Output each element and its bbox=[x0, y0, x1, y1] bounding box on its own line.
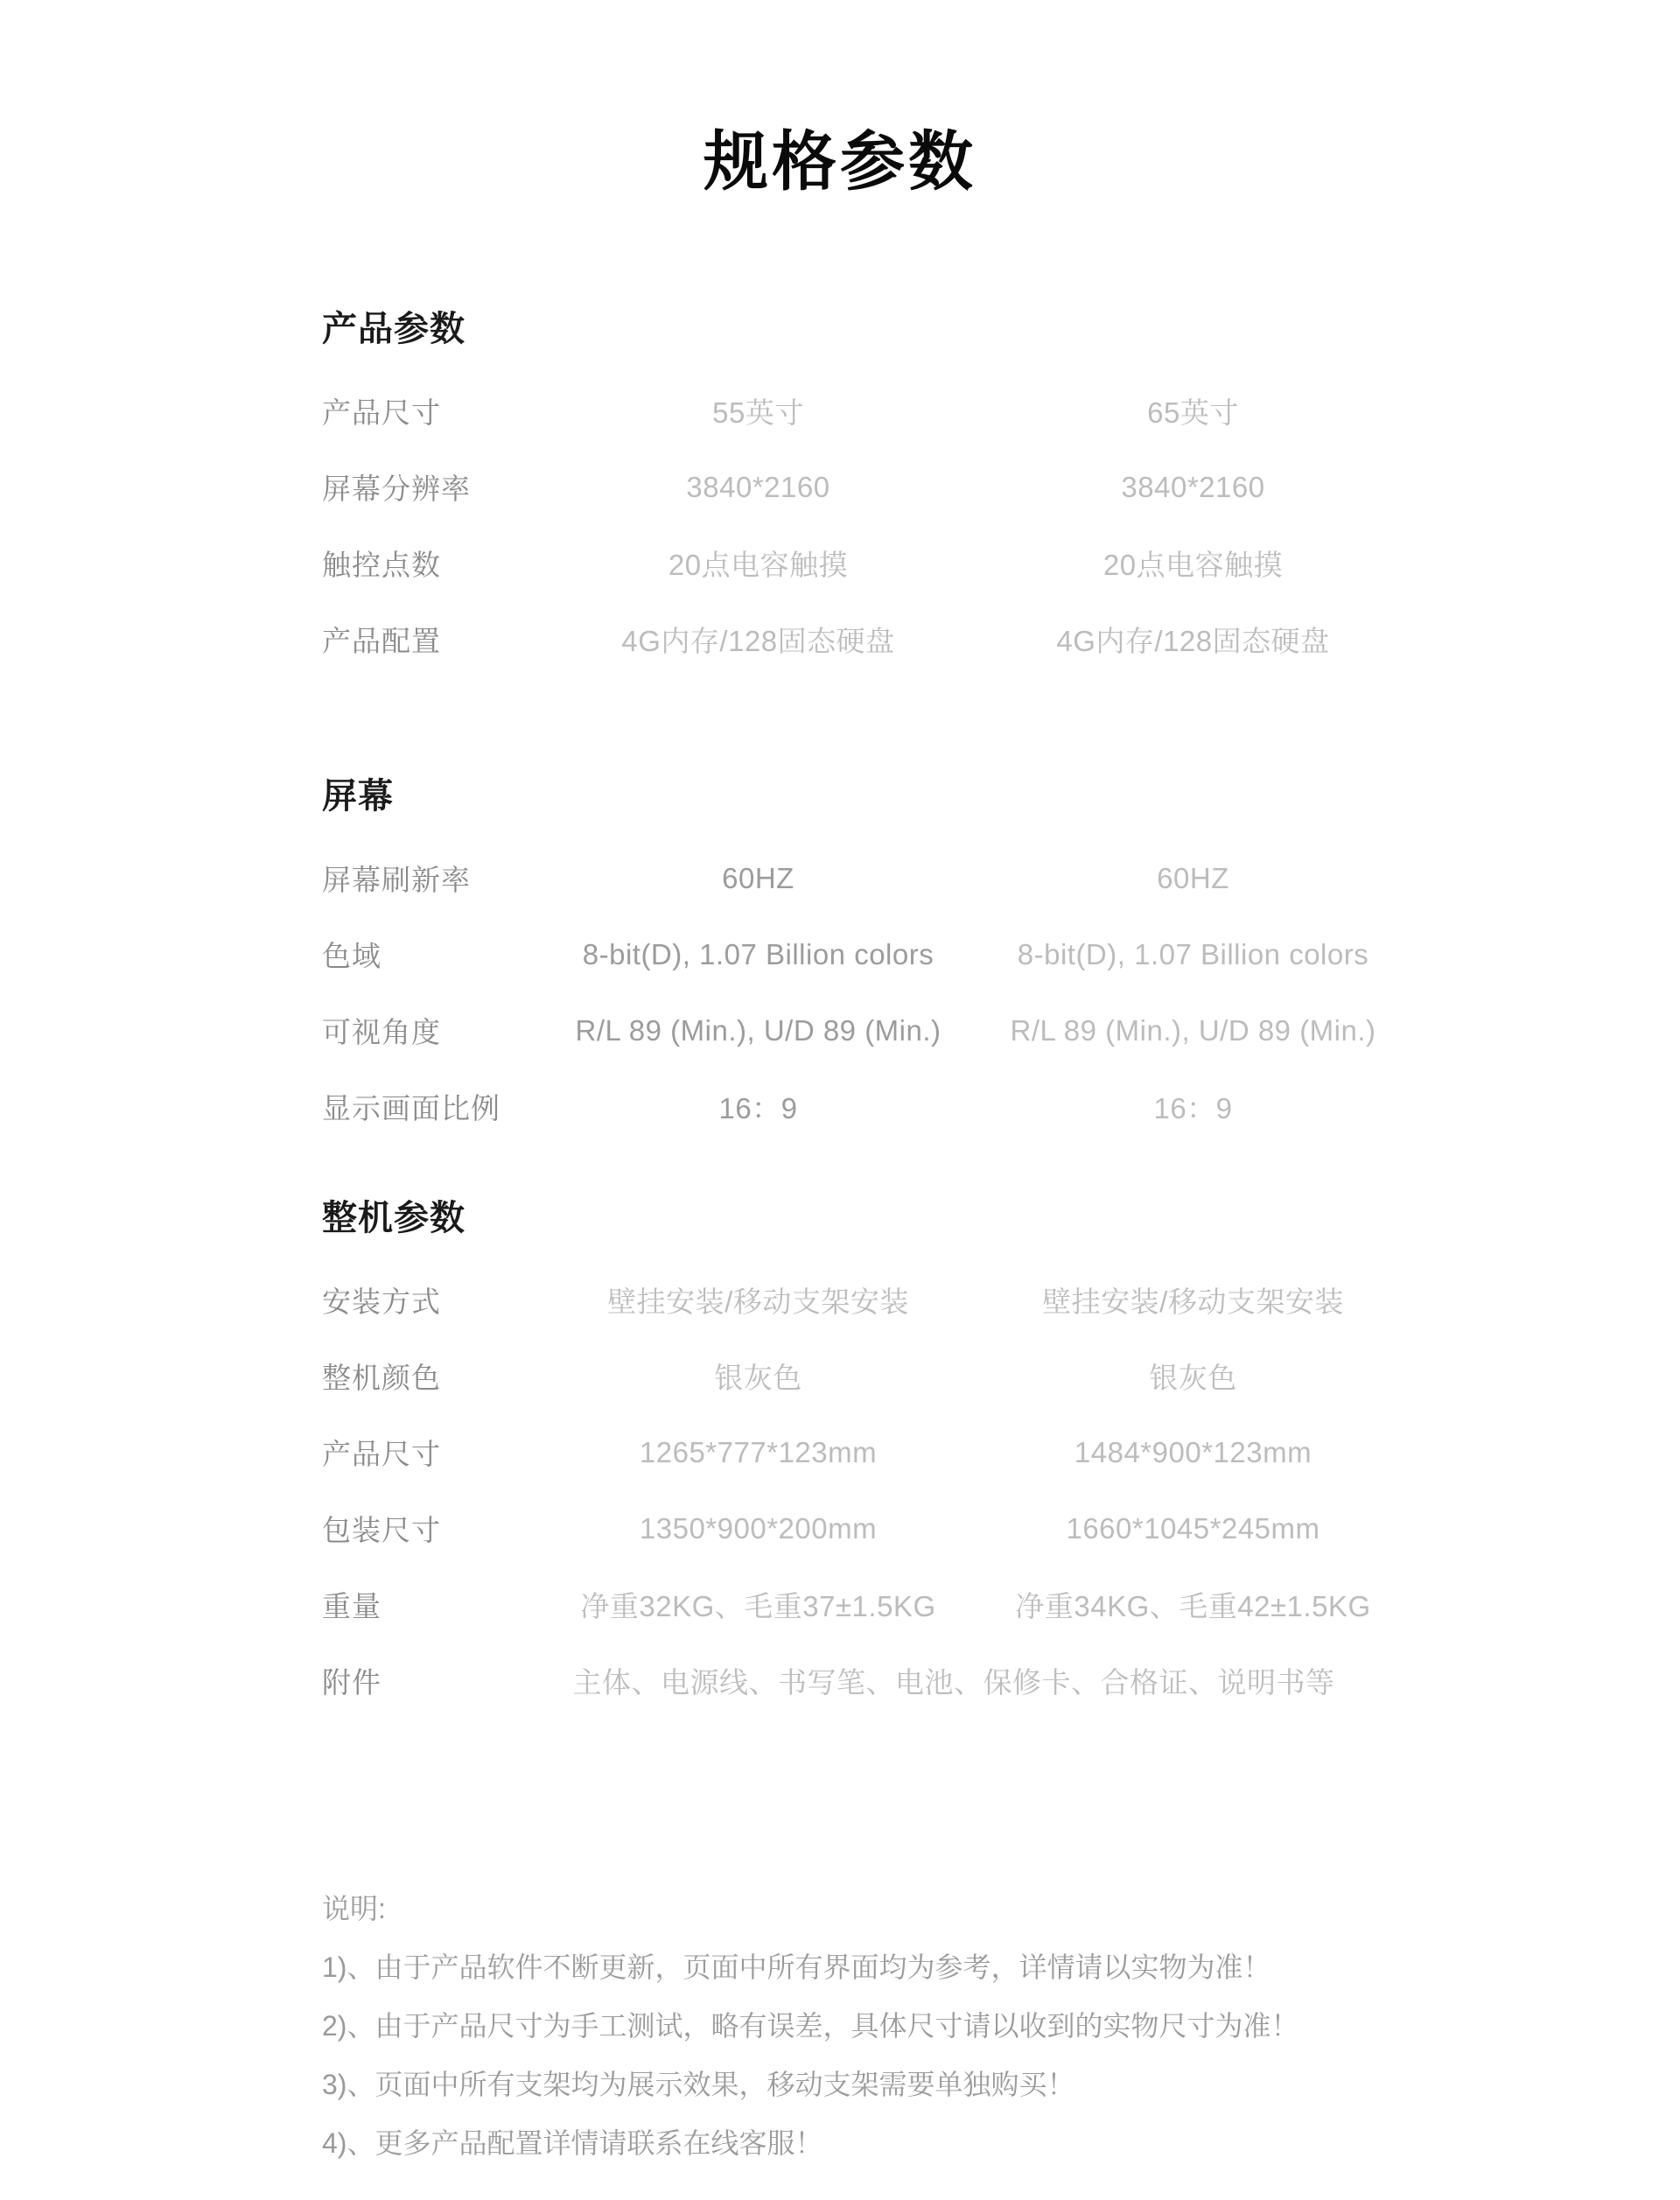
spec-label: 产品配置 bbox=[322, 625, 441, 657]
note-item: 4)、更多产品配置详情请联系在线客服！ bbox=[322, 2127, 823, 2159]
notes-heading: 说明: bbox=[322, 1893, 386, 1924]
spec-row bbox=[322, 525, 1410, 601]
spec-row bbox=[322, 1566, 1410, 1643]
section-product-params bbox=[322, 308, 1410, 677]
spec-value-col1: 壁挂安装/移动支架安装 bbox=[607, 1286, 909, 1318]
spec-row bbox=[322, 1414, 1410, 1490]
spec-value-col2: 银灰色 bbox=[1149, 1362, 1237, 1394]
section-rows bbox=[322, 840, 1410, 1145]
spec-value-col2: 4G内存/128固态硬盘 bbox=[1056, 625, 1330, 657]
spec-label: 包装尺寸 bbox=[322, 1514, 441, 1546]
section-machine-params bbox=[322, 1197, 1410, 1719]
section-rows bbox=[322, 373, 1410, 677]
spec-value-col2: 1484*900*123mm bbox=[1074, 1435, 1312, 1468]
spec-label: 可视角度 bbox=[322, 1016, 441, 1048]
spec-container bbox=[322, 308, 1410, 1719]
spec-value-col1: 净重32KG、毛重37±1.5KG bbox=[580, 1590, 936, 1622]
spec-value-col2: 净重34KG、毛重42±1.5KG bbox=[1015, 1590, 1371, 1622]
spec-row bbox=[322, 1490, 1410, 1566]
spec-value-col1: 银灰色 bbox=[714, 1362, 802, 1394]
spec-label: 屏幕刷新率 bbox=[322, 864, 471, 896]
spec-value-col1: 55英寸 bbox=[712, 396, 804, 429]
spec-value-col1: 20点电容触摸 bbox=[668, 549, 849, 581]
spec-label: 整机颜色 bbox=[322, 1362, 441, 1394]
spec-value-col1: 3840*2160 bbox=[686, 470, 830, 503]
spec-row bbox=[322, 601, 1410, 677]
spec-value-col1: 1350*900*200mm bbox=[639, 1511, 878, 1545]
spec-row bbox=[322, 992, 1410, 1068]
note-item: 3)、页面中所有支架均为展示效果，移动支架需要单独购买！ bbox=[322, 2069, 1075, 2100]
spec-value-col1: 8-bit(D), 1.07 Billion colors bbox=[582, 937, 934, 970]
spec-value-col1: 1265*777*123mm bbox=[639, 1435, 878, 1468]
spec-value-col2: 8-bit(D), 1.07 Billion colors bbox=[1017, 937, 1369, 970]
spec-value-col1: 16：9 bbox=[718, 1092, 798, 1125]
spec-value-full: 主体、电源线、书写笔、电池、保修卡、合格证、说明书等 bbox=[572, 1666, 1335, 1699]
spec-value-col2: R/L 89 (Min.), U/D 89 (Min.) bbox=[1010, 1013, 1376, 1047]
spec-label: 产品尺寸 bbox=[322, 396, 441, 429]
accessories-row bbox=[322, 1643, 1410, 1719]
spec-label: 显示画面比例 bbox=[322, 1092, 500, 1125]
spec-label: 产品尺寸 bbox=[322, 1438, 441, 1470]
notes bbox=[322, 1880, 1424, 2173]
section-title: 屏幕 bbox=[322, 777, 394, 816]
spec-row bbox=[322, 1068, 1410, 1145]
spec-label: 色域 bbox=[322, 940, 382, 972]
spec-value-col2: 60HZ bbox=[1157, 861, 1229, 894]
spec-label: 屏幕分辨率 bbox=[322, 473, 471, 505]
note-item: 1)、由于产品软件不断更新，页面中所有界面均为参考，详情请以实物为准！ bbox=[322, 1951, 1271, 1983]
section-screen bbox=[322, 775, 1410, 1145]
page-title: 规格参数 bbox=[704, 125, 976, 198]
spec-value-col1: 4G内存/128固态硬盘 bbox=[621, 625, 895, 657]
spec-value-col1: R/L 89 (Min.), U/D 89 (Min.) bbox=[575, 1013, 942, 1047]
spec-value-col1: 60HZ bbox=[722, 861, 794, 894]
section-rows bbox=[322, 1262, 1410, 1719]
spec-row bbox=[322, 373, 1410, 449]
spec-label: 安装方式 bbox=[322, 1286, 441, 1318]
spec-label: 触控点数 bbox=[322, 549, 441, 581]
spec-row bbox=[322, 449, 1410, 525]
note-item: 2)、由于产品尺寸为手工测试，略有误差，具体尺寸请以收到的实物尺寸为准！ bbox=[322, 2010, 1299, 2042]
spec-value-col2: 1660*1045*245mm bbox=[1066, 1511, 1320, 1545]
section-title: 产品参数 bbox=[322, 310, 466, 348]
spec-row bbox=[322, 1338, 1410, 1414]
spec-value-col2: 3840*2160 bbox=[1121, 470, 1265, 503]
spec-row bbox=[322, 840, 1410, 916]
spec-row bbox=[322, 1262, 1410, 1338]
spec-value-col2: 壁挂安装/移动支架安装 bbox=[1042, 1286, 1344, 1318]
section-title: 整机参数 bbox=[322, 1199, 466, 1237]
spec-label: 附件 bbox=[322, 1666, 382, 1699]
spec-value-col2: 20点电容触摸 bbox=[1102, 549, 1284, 581]
spec-row bbox=[322, 916, 1410, 992]
spec-value-col2: 65英寸 bbox=[1147, 396, 1239, 429]
spec-value-col2: 16：9 bbox=[1153, 1092, 1233, 1125]
spec-label: 重量 bbox=[322, 1590, 382, 1622]
